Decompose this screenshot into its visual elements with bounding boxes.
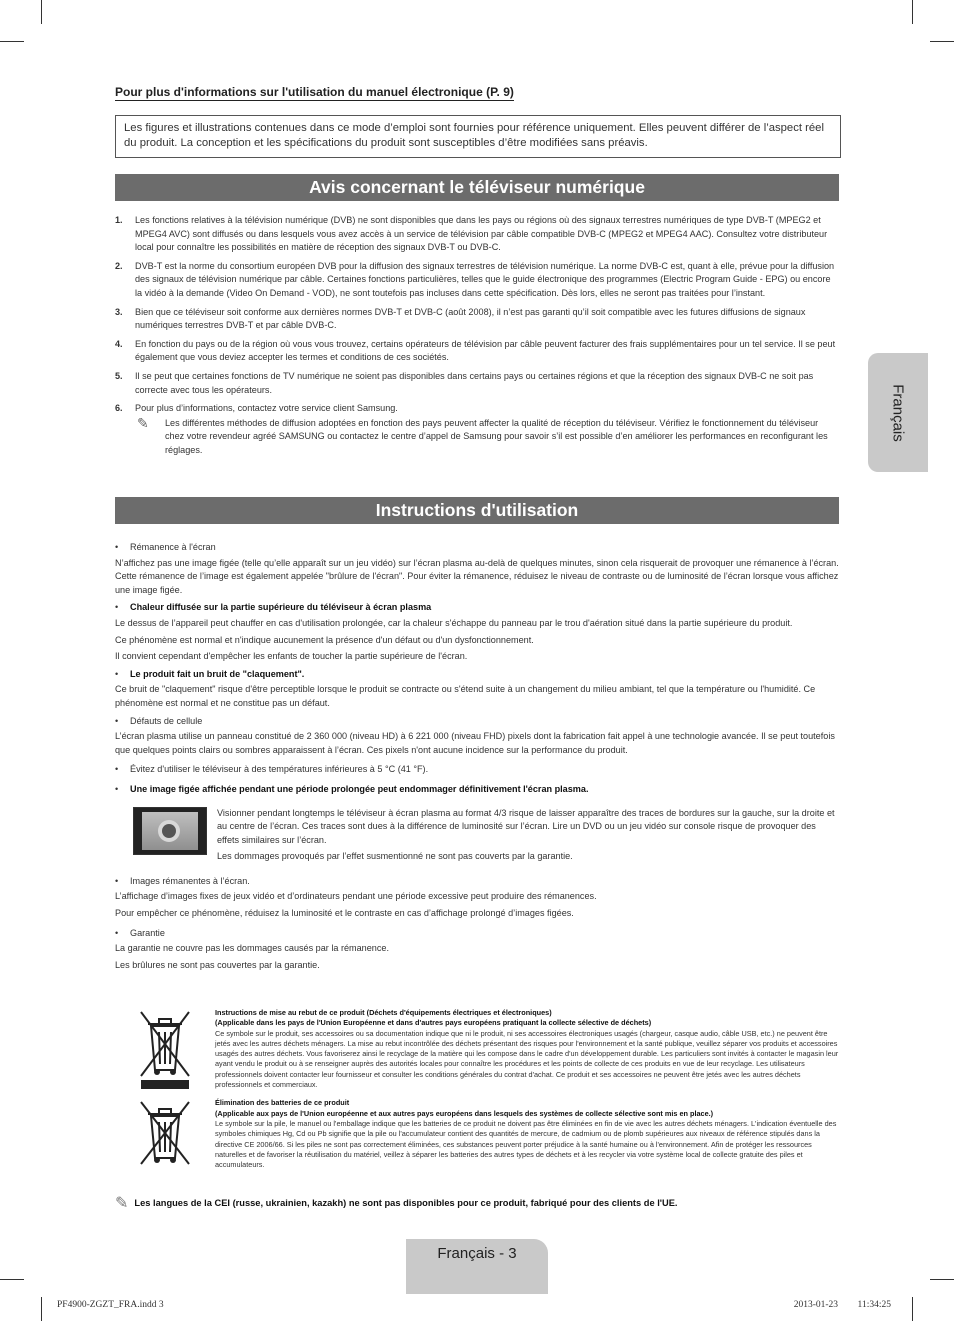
crop-mark [912,0,913,24]
bullet-icon: • [115,715,119,726]
paragraph: Il convient cependant d'empêcher les enfants de toucher la partie supérieure de l'écran. [115,651,468,662]
crop-mark [930,41,954,42]
bullet-icon: • [115,764,119,775]
crop-mark [0,1279,24,1280]
paragraph: La garantie ne couvre pas les dommages causés par la rémanence. [115,943,389,954]
crossed-bin-icon [135,1008,195,1090]
section-title-instructions: Instructions d'utilisation [115,497,839,524]
battery-block [115,1098,839,1170]
instructions-body [115,537,839,975]
battery-title: Élimination des batteries de ce produit [215,1098,350,1108]
crossed-bin-battery-icon [135,1098,195,1168]
bullet-item: • Images rémanentes à l’écran. [115,875,839,889]
list-item: 1. Les fonctions relatives à la télévision numérique (DVB) ne sont disponibles que dans les pays ou régions où des signaux terrestres numériques de type DVB-T (MPEG2 et MPEG4 AVC) sont diffusés ou dans lesquels vous avez accès à un service de télévision par câble compatible DVB-C (MPEG2 et MPEG4 AAC). Consultez votre distributeur local pour connaître les possibilités en matière de réception des signaux DVB-T ou DVB-C. [115,215,828,253]
bullet-item: • Une image figée affichée pendant une période prolongée peut endommager définitivement l'écran plasma. [115,783,839,797]
paragraph: Visionner pendant longtemps le téléviseur à écran plasma au format 4/3 risque de laisser apparaître des traces de bordures sur la gauche, sur la droite et au centre de l’écran. Ces traces sont dues à la différence de luminosité sur l’écran. Lire un DVD ou un jeu vidéo sur console risque de provoquer des effets similaires sur l’écran. [217,807,835,845]
bullet-icon: • [115,783,119,794]
section-title-digital-tv: Avis concernant le téléviseur numérique [115,174,839,201]
crop-mark [912,1297,913,1321]
paragraph: Les brûlures ne sont pas couvertes par la garantie. [115,959,320,970]
cis-language-note: ✎ Les langues de la CEI (russe, ukrainien, kazakh) ne sont pas disponibles pour ce produit, fabriqué pour des clients de l'UE. [115,1195,678,1212]
pen-note-icon: ✎ [137,414,149,431]
paragraph: L’affichage d’images fixes de jeux vidéo et d’ordinateurs pendant une période excessive peut produire des rémanences. [115,891,597,902]
paragraph: Pour empêcher ce phénomène, réduisez la luminosité et le contraste en cas d’affichage prolongé d’images figées. [115,908,574,919]
weee-body: Ce symbole sur le produit, ses accessoires ou sa documentation indique que ni le produit, ni ses accessoires électroniques usagés (chargeur, casque audio, câble USB, etc.) ne peuvent être jetés avec les autres déchets ménagers. La mise au rebut incontrôlée des déchets présentant des risques pour l'environnement et la santé publique, veuillez séparer vos produits et accessoires usagés des autres déchets. Vous favoriserez ainsi le recyclage de la matière qui les compose dans le cadre d'un développement durable. Les particuliers sont invités à contacter le magasin leur ayant vendu le produit ou à se renseigner auprès des autorités locales pour connaître les procédures et les points de collecte de ces produits en vue de leur recyclage. Les utilisateurs professionnels doivent contacter leur fournisseur et consulter les conditions générales du contrat d'achat. Ce produit et ses accessoires ne peuvent être jetés avec les autres déchets professionnels et commerciaux. [215,1028,839,1090]
bullet-item: • Le produit fait un bruit de "claquement". [115,668,839,682]
bullet-icon: • [115,602,119,613]
bullet-icon: • [115,875,119,886]
digital-tv-list [115,214,839,458]
note: ✎ Les différentes méthodes de diffusion adoptées en fonction des pays peuvent affecter la qualité de réception du téléviseur. Vérifiez le fonctionnement du téléviseur chez votre revendeur agréé SAMSUNG ou contactez le centre d’appel de Samsung pour savoir s’il est possible d’en améliorer les performances en reconfigurant les réglages. [115,417,839,458]
weee-title: Instructions de mise au rebut de ce produit (Déchets d'équipements électriques et électroniques) [215,1008,552,1017]
e-manual-link[interactable]: Pour plus d'informations sur l'utilisation du manuel électronique (P. 9) [115,85,514,99]
bullet-icon: • [115,927,119,938]
paragraph: Ce bruit de "claquement" risque d'être perceptible lorsque le produit se contracte ou s'étend suite à un changement du milieu ambiant, tel que la température ou l'humidité. Ce phénomène est normal et ne constitue pas un défaut. [115,684,816,708]
paragraph: L’écran plasma utilise un panneau constitué de 2 360 000 (niveau HD) à 6 221 000 (niveau FHD) pixels dont la fabrication fait appel à une technologie avancée. Il se peut toutefois que quelques points clairs ou sombres apparaissent à l’écran. Ces pixels n'ont aucune incidence sur la performance du produit. [115,731,835,755]
tv-screen-image [133,807,207,855]
paragraph: Les dommages provoqués par l’effet susmentionné ne sont pas couverts par la garantie. [217,851,573,862]
disposal-section [115,1008,839,1178]
bullet-icon: • [115,542,119,552]
list-item: 3. Bien que ce téléviseur soit conforme aux dernières normes DVB-T et DVB-C (août 2008), il n’est pas garanti qu’il soit compatible avec les futures diffusions de signaux numériques terrestres DVB-T et par câble DVB-C. [115,306,806,331]
paragraph: Ce phénomène est normal et n'indique aucunement la présence d'un défaut ou d'un dysfonctionnement. [115,634,534,645]
bullet-item: • Garantie [115,927,839,941]
footer-filename: PF4900-ZGZT_FRA.indd 3 [57,1300,164,1310]
crop-mark [930,1279,954,1280]
crop-mark [0,41,24,42]
pen-note-icon: ✎ [115,1195,129,1212]
weee-subtitle: (Applicable dans les pays de l'Union Européenne et dans d'autres pays européens pratiquant la collecte sélective de déchets) [215,1018,652,1028]
bullet-item: • Évitez d'utiliser le téléviseur à des températures inférieures à 5 °C (41 °F). [115,763,839,777]
list-item: 4. En fonction du pays ou de la région où vous vous trouvez, certains opérateurs de télévision par câble peuvent facturer des frais supplémentaires pour un tel service. Il se peut également que vous deviez accepter les termes et conditions de ces sociétés. [115,338,836,363]
crop-mark [41,1297,42,1321]
paragraph: Le dessus de l’appareil peut chauffer en cas d'utilisation prolongée, car la chaleur s'échappe du panneau par le trou d'aération situé dans la partie supérieure du produit. [115,617,793,628]
page-number: Français - 3 [437,1245,517,1262]
battery-body: Le symbole sur la pile, le manuel ou l'emballage indique que les batteries de ce produit ne doivent pas être éliminées en fin de vie avec les autres déchets ménagers. L'indication éventuelle des symboles chimiques Hg, Cd ou Pb signifie que la pile ou l'accumulateur contient des quantités de mercure, de cadmium ou de plomb supérieures aux niveaux de référence stipulés dans la directive CE 2006/66. Si les piles ne sont pas correctement éliminées, ces substances peuvent porter préjudice à la santé humaine ou à l'environnement. Afin de protéger les ressources naturelles et de favoriser la réutilisation du matériel, veillez à séparer les batteries des autres types de déchets et à les recycler via votre système local de collecte gratuite des piles et accumulateurs. [215,1118,837,1170]
page-number-box [406,1239,548,1294]
list-item: 6. Pour plus d’informations, contactez votre service client Samsung. ✎ Les différentes méthodes de diffusion adoptées en fonction des pays peuvent affecter la qualité de réception du téléviseur. Vérifiez le fonctionnement du téléviseur chez votre revendeur agréé SAMSUNG ou contactez le centre d’appel de Samsung pour savoir s’il est possible d’en améliorer les performances en reconfigurant les réglages. [115,402,839,457]
weee-block [115,1008,839,1090]
battery-subtitle: (Applicable aux pays de l'Union européenne et aux autres pays européens dans lesquels des systèmes de collecte sélective sont mis en place.) [215,1108,714,1118]
list-item: 2. DVB-T est la norme du consortium européen DVB pour la diffusion des signaux terrestres de télévision numérique. La norme DVB-C est, quant à elle, prévue pour la diffusion des signaux de télévision numérique par câble. Certaines fonctions particulières, telles que le guide électronique des programmes (Electric Program Guide - EPG) ou encore la vidéo à la demande (Video On Demand - VOD), ne sont toutefois pas incluses dans cette spécification. Dès lors, elles ne seront pas traitées pour l’instant. [115,260,835,298]
footer-timestamp: 2013-01-23 ￿￿ 11:34:25 [793,1300,891,1310]
crop-mark [41,0,42,24]
language-tab-label: Français [889,383,907,442]
bullet-item: • Rémanence à l'écran [115,541,839,555]
bullet-icon: • [115,668,119,679]
disclaimer-box: Les figures et illustrations contenues dans ce mode d’emploi sont fournies pour référence uniquement. Elles peuvent différer de l’aspect réel du produit. La conception et les spécifications du produit sont susceptibles d’être modifiées sans préavis. [115,115,841,158]
list-item: 5. Il se peut que certaines fonctions de TV numérique ne soient pas disponibles dans certains pays ou certaines régions et que la réception des signaux DVB-C ne soit pas correcte avec tous les opérateurs. [115,370,814,395]
paragraph: N’affichez pas une image figée (telle qu’elle apparaît sur un jeu vidéo) sur l’écran plasma au-delà de quelques minutes, sinon cela risquerait de provoquer une rémanence à l’écran. Cette rémanence de l’image est également appelée "brûlure de l'écran". Pour éviter la rémanence, réduisez le niveau de contraste ou de luminosité de l’écran lorsque vous affichez une image figée. [115,557,839,595]
language-tab [868,353,928,472]
burn-in-example [115,807,839,867]
flower-icon [162,824,176,838]
bullet-item: • Défauts de cellule [115,715,839,729]
bullet-item: • Chaleur diffusée sur la partie supérieure du téléviseur à écran plasma [115,601,839,615]
